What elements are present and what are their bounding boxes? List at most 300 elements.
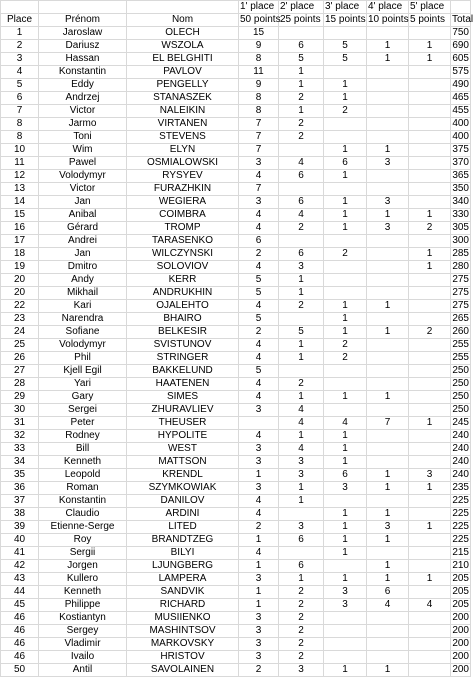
fifth-place-count-cell	[409, 534, 451, 547]
third-place-count-cell	[324, 287, 367, 300]
fifth-place-count-cell	[409, 157, 451, 170]
table-row	[1, 495, 471, 508]
first-name-cell: Konstantin	[39, 66, 127, 79]
first-name-cell: Sofiane	[39, 326, 127, 339]
third-place-count-cell	[324, 66, 367, 79]
first-place-count-cell: 3	[239, 157, 279, 170]
first-place-count-cell: 3	[239, 404, 279, 417]
table-row	[1, 40, 471, 53]
total-cell: 225	[452, 495, 469, 506]
first-name-cell: Konstantin	[39, 495, 127, 508]
place-cell: 38	[1, 508, 39, 521]
header-top-cell: 4' place	[367, 1, 409, 14]
fourth-place-count-cell	[367, 287, 409, 300]
total-cell: 240	[452, 443, 469, 454]
total-cell: 205	[452, 599, 469, 610]
fifth-place-count-cell	[409, 378, 451, 391]
fifth-place-count-cell	[409, 456, 451, 469]
first-name-cell: Eddy	[39, 79, 127, 92]
total-cell: 225	[452, 521, 469, 532]
second-place-count-cell: 3	[279, 521, 324, 534]
first-name-cell: Kari	[39, 300, 127, 313]
last-name-cell: MUSIIENKO	[127, 612, 239, 625]
first-place-count-cell: 4	[239, 352, 279, 365]
total-cell: 400	[452, 118, 469, 129]
place-cell: 46	[1, 625, 39, 638]
second-place-count-cell: 6	[279, 248, 324, 261]
second-place-count-cell: 4	[279, 157, 324, 170]
total-cell: 205	[452, 586, 469, 597]
third-place-count-cell: 6	[324, 157, 367, 170]
place-cell: 13	[1, 183, 39, 196]
header-first-name: Prénom	[39, 14, 127, 27]
fifth-place-count-cell	[409, 365, 451, 378]
header-top-cell	[451, 1, 471, 14]
place-cell: 26	[1, 352, 39, 365]
total-cell: 300	[452, 235, 469, 246]
fifth-place-count-cell: 1	[409, 417, 451, 430]
table-row	[1, 235, 471, 248]
first-place-count-cell: 2	[239, 248, 279, 261]
fifth-place-count-cell	[409, 638, 451, 651]
fourth-place-count-cell	[367, 495, 409, 508]
table-row	[1, 599, 471, 612]
third-place-count-cell: 6	[324, 469, 367, 482]
fourth-place-count-cell: 1	[367, 482, 409, 495]
first-place-count-cell: 7	[239, 131, 279, 144]
last-name-cell: OJALEHTO	[127, 300, 239, 313]
table-row	[1, 482, 471, 495]
first-name-cell: Sergey	[39, 625, 127, 638]
fifth-place-count-cell	[409, 547, 451, 560]
fourth-place-count-cell: 1	[367, 573, 409, 586]
table-row	[1, 118, 471, 131]
last-name-cell: WEST	[127, 443, 239, 456]
second-place-count-cell	[279, 508, 324, 521]
total-cell: 255	[452, 339, 469, 350]
fifth-place-count-cell	[409, 560, 451, 573]
place-cell: 15	[1, 209, 39, 222]
fourth-place-count-cell	[367, 131, 409, 144]
first-name-cell: Kjell Egil	[39, 365, 127, 378]
fourth-place-count-cell: 1	[367, 534, 409, 547]
third-place-count-cell	[324, 404, 367, 417]
second-place-count-cell: 3	[279, 261, 324, 274]
last-name-cell: ARDINI	[127, 508, 239, 521]
last-name-cell: NALEIKIN	[127, 105, 239, 118]
first-name-cell: Ivailo	[39, 651, 127, 664]
total-cell: 200	[452, 625, 469, 636]
fourth-place-count-cell	[367, 430, 409, 443]
table-row	[1, 326, 471, 339]
table-row	[1, 287, 471, 300]
fourth-place-count-cell: 7	[367, 417, 409, 430]
first-place-count-cell: 9	[239, 40, 279, 53]
third-place-count-cell: 1	[324, 508, 367, 521]
last-name-cell: WSZOLA	[127, 40, 239, 53]
fifth-place-count-cell	[409, 391, 451, 404]
last-name-cell: KERR	[127, 274, 239, 287]
total-cell: 265	[452, 313, 469, 324]
first-name-cell: Jan	[39, 196, 127, 209]
fourth-place-count-cell	[367, 92, 409, 105]
fourth-place-count-cell: 3	[367, 157, 409, 170]
place-cell: 46	[1, 651, 39, 664]
table-row	[1, 170, 471, 183]
second-place-count-cell: 4	[279, 404, 324, 417]
first-place-count-cell: 3	[239, 443, 279, 456]
total-cell: 275	[452, 274, 469, 285]
header-row	[1, 14, 471, 27]
place-cell: 50	[1, 664, 39, 677]
second-place-count-cell: 4	[279, 209, 324, 222]
place-cell: 40	[1, 534, 39, 547]
total-cell: 275	[452, 300, 469, 311]
last-name-cell: SANDVIK	[127, 586, 239, 599]
fourth-place-count-cell	[367, 612, 409, 625]
last-name-cell: ZHURAVLIEV	[127, 404, 239, 417]
place-cell: 2	[1, 40, 39, 53]
place-cell: 28	[1, 378, 39, 391]
first-place-count-cell: 2	[239, 664, 279, 677]
last-name-cell: SZYMKOWIAK	[127, 482, 239, 495]
place-cell: 19	[1, 261, 39, 274]
third-place-count-cell	[324, 378, 367, 391]
place-cell: 7	[1, 105, 39, 118]
last-name-cell: TARASENKO	[127, 235, 239, 248]
place-cell: 46	[1, 612, 39, 625]
last-name-cell: WILCZYNSKI	[127, 248, 239, 261]
table-row	[1, 534, 471, 547]
third-place-count-cell: 1	[324, 456, 367, 469]
last-name-cell: ELYN	[127, 144, 239, 157]
table-row	[1, 53, 471, 66]
second-place-count-cell	[279, 27, 324, 40]
first-place-count-cell: 11	[239, 66, 279, 79]
total-cell: 690	[452, 40, 469, 51]
table-row	[1, 469, 471, 482]
last-name-cell: BHAIRO	[127, 313, 239, 326]
fifth-place-count-cell	[409, 313, 451, 326]
second-place-count-cell	[279, 144, 324, 157]
header-top-cell: 5' place	[409, 1, 451, 14]
second-place-count-cell: 2	[279, 599, 324, 612]
last-name-cell: OLECH	[127, 27, 239, 40]
total-cell: 350	[452, 183, 469, 194]
last-name-cell: STEVENS	[127, 131, 239, 144]
place-cell: 42	[1, 560, 39, 573]
total-cell: 200	[452, 638, 469, 649]
first-place-count-cell: 4	[239, 430, 279, 443]
second-place-count-cell: 5	[279, 53, 324, 66]
table-row	[1, 508, 471, 521]
first-place-count-cell: 4	[239, 508, 279, 521]
first-name-cell: Andy	[39, 274, 127, 287]
fifth-place-count-cell	[409, 274, 451, 287]
fifth-place-count-cell	[409, 144, 451, 157]
second-place-count-cell	[279, 183, 324, 196]
third-place-count-cell	[324, 651, 367, 664]
last-name-cell: BELKESIR	[127, 326, 239, 339]
header-first-place: 50 points	[240, 14, 281, 25]
place-cell: 22	[1, 300, 39, 313]
second-place-count-cell: 2	[279, 118, 324, 131]
place-cell: 12	[1, 170, 39, 183]
fourth-place-count-cell	[367, 404, 409, 417]
fourth-place-count-cell	[367, 261, 409, 274]
fourth-place-count-cell	[367, 118, 409, 131]
last-name-cell: SAVOLAINEN	[127, 664, 239, 677]
third-place-count-cell: 1	[324, 547, 367, 560]
ranking-table-body	[1, 1, 471, 677]
second-place-count-cell: 3	[279, 664, 324, 677]
fifth-place-count-cell	[409, 235, 451, 248]
fourth-place-count-cell	[367, 183, 409, 196]
first-name-cell: Sergei	[39, 404, 127, 417]
first-name-cell: Victor	[39, 183, 127, 196]
fifth-place-count-cell	[409, 118, 451, 131]
fourth-place-count-cell	[367, 79, 409, 92]
second-place-count-cell	[279, 313, 324, 326]
place-cell: 36	[1, 482, 39, 495]
total-cell: 255	[452, 352, 469, 363]
place-cell: 20	[1, 287, 39, 300]
first-place-count-cell: 2	[239, 521, 279, 534]
last-name-cell: SIMES	[127, 391, 239, 404]
total-cell: 225	[452, 508, 469, 519]
first-place-count-cell: 1	[239, 586, 279, 599]
third-place-count-cell: 1	[324, 196, 367, 209]
first-place-count-cell: 5	[239, 313, 279, 326]
third-place-count-cell: 4	[324, 417, 367, 430]
last-name-cell: HRISTOV	[127, 651, 239, 664]
fourth-place-count-cell	[367, 248, 409, 261]
last-name-cell: FURAZHKIN	[127, 183, 239, 196]
second-place-count-cell: 1	[279, 352, 324, 365]
fourth-place-count-cell	[367, 339, 409, 352]
last-name-cell: MATTSON	[127, 456, 239, 469]
last-name-cell: EL BELGHITI	[127, 53, 239, 66]
fifth-place-count-cell: 1	[409, 209, 451, 222]
second-place-count-cell: 2	[279, 612, 324, 625]
fourth-place-count-cell: 3	[367, 222, 409, 235]
fourth-place-count-cell: 1	[367, 664, 409, 677]
last-name-cell: STANASZEK	[127, 92, 239, 105]
first-name-cell: Hassan	[39, 53, 127, 66]
fifth-place-count-cell	[409, 651, 451, 664]
third-place-count-cell: 1	[324, 534, 367, 547]
header-total: Total	[452, 14, 473, 25]
first-name-cell: Phil	[39, 352, 127, 365]
fifth-place-count-cell	[409, 443, 451, 456]
first-place-count-cell: 3	[239, 625, 279, 638]
table-row	[1, 625, 471, 638]
first-place-count-cell: 3	[239, 196, 279, 209]
place-cell: 4	[1, 66, 39, 79]
header-row-top	[1, 1, 471, 14]
last-name-cell: STRINGER	[127, 352, 239, 365]
table-row	[1, 27, 471, 40]
fourth-place-count-cell	[367, 651, 409, 664]
first-place-count-cell: 5	[239, 365, 279, 378]
first-name-cell: Kostiantyn	[39, 612, 127, 625]
place-cell: 43	[1, 573, 39, 586]
first-place-count-cell	[239, 417, 279, 430]
table-row	[1, 521, 471, 534]
last-name-cell: RYSYEV	[127, 170, 239, 183]
total-cell: 210	[452, 560, 469, 571]
fourth-place-count-cell	[367, 365, 409, 378]
table-row	[1, 586, 471, 599]
first-name-cell: Toni	[39, 131, 127, 144]
last-name-cell: VIRTANEN	[127, 118, 239, 131]
first-name-cell: Gary	[39, 391, 127, 404]
second-place-count-cell: 3	[279, 469, 324, 482]
last-name-cell: BRANDTZEG	[127, 534, 239, 547]
table-row	[1, 144, 471, 157]
first-name-cell: Andrzej	[39, 92, 127, 105]
first-place-count-cell: 4	[239, 339, 279, 352]
fifth-place-count-cell: 2	[409, 326, 451, 339]
third-place-count-cell: 1	[324, 326, 367, 339]
second-place-count-cell: 2	[279, 625, 324, 638]
table-row	[1, 209, 471, 222]
first-place-count-cell: 4	[239, 391, 279, 404]
table-row	[1, 352, 471, 365]
third-place-count-cell: 1	[324, 430, 367, 443]
total-cell: 240	[452, 469, 469, 480]
second-place-count-cell: 1	[279, 573, 324, 586]
place-cell: 3	[1, 53, 39, 66]
fourth-place-count-cell: 1	[367, 144, 409, 157]
last-name-cell: KRENDL	[127, 469, 239, 482]
fourth-place-count-cell	[367, 443, 409, 456]
total-cell: 750	[452, 27, 469, 38]
last-name-cell: RICHARD	[127, 599, 239, 612]
first-name-cell: Rodney	[39, 430, 127, 443]
third-place-count-cell	[324, 261, 367, 274]
second-place-count-cell: 6	[279, 40, 324, 53]
last-name-cell: BILYI	[127, 547, 239, 560]
fifth-place-count-cell	[409, 131, 451, 144]
place-cell: 39	[1, 521, 39, 534]
fourth-place-count-cell: 1	[367, 53, 409, 66]
total-cell: 285	[452, 248, 469, 259]
third-place-count-cell: 3	[324, 586, 367, 599]
fifth-place-count-cell: 4	[409, 599, 451, 612]
first-place-count-cell: 4	[239, 547, 279, 560]
first-name-cell: Gérard	[39, 222, 127, 235]
fifth-place-count-cell	[409, 625, 451, 638]
first-name-cell: Claudio	[39, 508, 127, 521]
first-place-count-cell: 15	[239, 27, 279, 40]
total-cell: 575	[452, 66, 469, 77]
fourth-place-count-cell	[367, 170, 409, 183]
fifth-place-count-cell	[409, 66, 451, 79]
last-name-cell: HAATENEN	[127, 378, 239, 391]
third-place-count-cell: 5	[324, 40, 367, 53]
first-name-cell: Narendra	[39, 313, 127, 326]
table-row	[1, 274, 471, 287]
fifth-place-count-cell	[409, 300, 451, 313]
table-row	[1, 157, 471, 170]
first-name-cell: Kenneth	[39, 586, 127, 599]
second-place-count-cell: 5	[279, 326, 324, 339]
fourth-place-count-cell	[367, 625, 409, 638]
header-second-place: 25 points	[279, 14, 324, 27]
total-cell: 250	[452, 378, 469, 389]
second-place-count-cell: 2	[279, 92, 324, 105]
total-cell: 375	[452, 144, 469, 155]
third-place-count-cell: 1	[324, 300, 367, 313]
fourth-place-count-cell	[367, 235, 409, 248]
place-cell: 34	[1, 456, 39, 469]
header-fifth-place: 5 points	[409, 14, 451, 27]
first-name-cell: Philippe	[39, 599, 127, 612]
third-place-count-cell	[324, 560, 367, 573]
total-cell: 370	[452, 157, 469, 168]
second-place-count-cell: 2	[279, 222, 324, 235]
third-place-count-cell: 1	[324, 92, 367, 105]
second-place-count-cell: 2	[279, 638, 324, 651]
place-cell: 1	[1, 27, 39, 40]
last-name-cell: ANDRUKHIN	[127, 287, 239, 300]
first-place-count-cell: 6	[239, 235, 279, 248]
table-row	[1, 391, 471, 404]
second-place-count-cell: 1	[279, 339, 324, 352]
fifth-place-count-cell: 1	[409, 261, 451, 274]
place-cell: 41	[1, 547, 39, 560]
fifth-place-count-cell	[409, 352, 451, 365]
table-row	[1, 131, 471, 144]
total-cell: 235	[452, 482, 469, 493]
fifth-place-count-cell: 2	[409, 222, 451, 235]
fourth-place-count-cell	[367, 274, 409, 287]
first-name-cell: Kenneth	[39, 456, 127, 469]
first-place-count-cell: 4	[239, 222, 279, 235]
first-name-cell: Vladimir	[39, 638, 127, 651]
third-place-count-cell: 1	[324, 209, 367, 222]
second-place-count-cell: 2	[279, 378, 324, 391]
total-cell: 215	[452, 547, 469, 558]
fifth-place-count-cell	[409, 586, 451, 599]
fifth-place-count-cell	[409, 430, 451, 443]
header-top-cell: 1' place	[239, 1, 279, 14]
total-cell: 305	[452, 222, 469, 233]
place-cell: 30	[1, 404, 39, 417]
first-place-count-cell: 5	[239, 287, 279, 300]
fourth-place-count-cell: 1	[367, 209, 409, 222]
fifth-place-count-cell	[409, 339, 451, 352]
third-place-count-cell: 1	[324, 222, 367, 235]
header-top-cell	[1, 1, 39, 14]
third-place-count-cell: 1	[324, 79, 367, 92]
first-name-cell: Mikhail	[39, 287, 127, 300]
fourth-place-count-cell	[367, 547, 409, 560]
second-place-count-cell: 3	[279, 456, 324, 469]
total-cell: 200	[452, 651, 469, 662]
third-place-count-cell: 3	[324, 599, 367, 612]
table-row	[1, 664, 471, 677]
first-place-count-cell: 1	[239, 534, 279, 547]
fourth-place-count-cell	[367, 66, 409, 79]
first-place-count-cell: 1	[239, 560, 279, 573]
total-cell: 340	[452, 196, 469, 207]
first-place-count-cell: 3	[239, 482, 279, 495]
first-place-count-cell: 4	[239, 261, 279, 274]
third-place-count-cell	[324, 625, 367, 638]
second-place-count-cell: 6	[279, 534, 324, 547]
